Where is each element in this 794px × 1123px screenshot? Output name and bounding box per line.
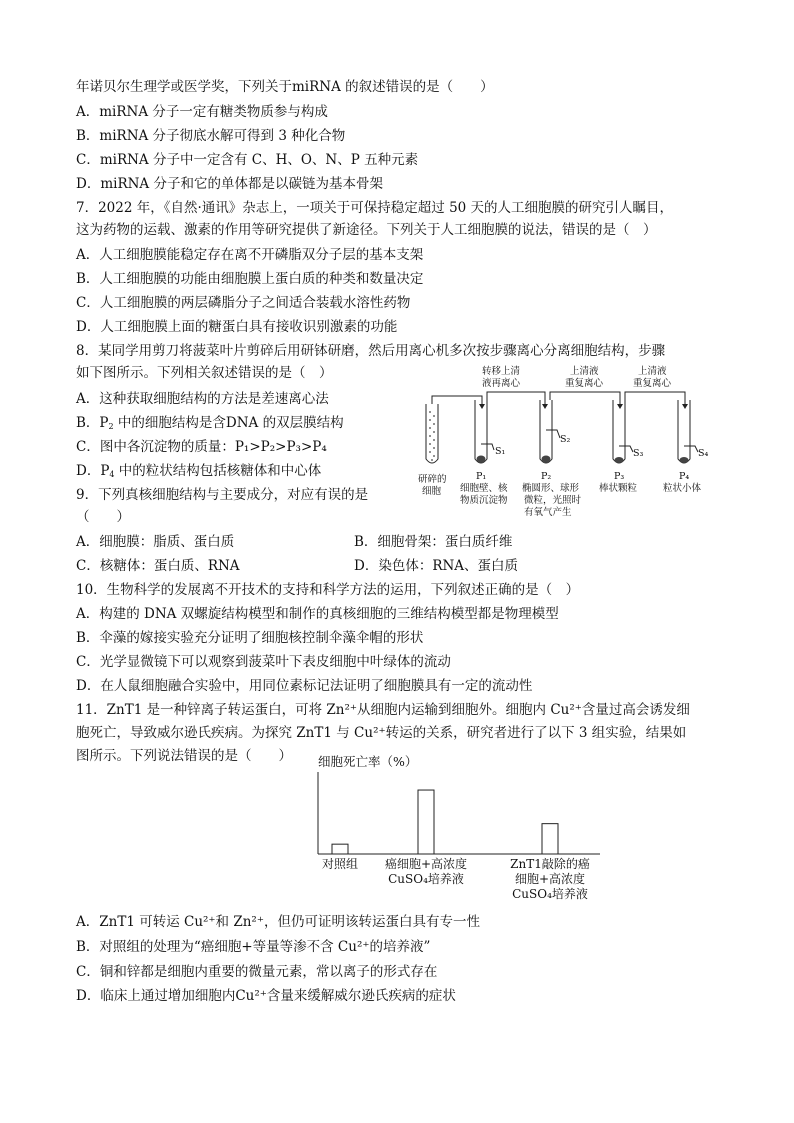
q11-stem-line2: 胞死亡，导致威尔逊氏疾病。为探究 ZnT1 与 Cu²⁺转运的关系，研究者进行了以下 3 组实验，结果如 [76,725,687,741]
q10-option-c: C．光学显微镜下可以观察到菠菜叶下表皮细胞中叶绿体的流动 [76,654,451,670]
tube0-label-b: 细胞 [422,486,442,497]
step1-label-b: 液再离心 [482,378,521,389]
label-s2: S₂ [560,434,571,445]
category-label-1-0: 癌细胞+高浓度 [384,857,468,871]
chart-ylabel: 细胞死亡率（%） [318,754,418,769]
q7-option-c: C．人工细胞膜的两层磷脂分子之间适合装载水溶性药物 [76,295,411,311]
death-rate-chart [300,752,620,912]
q9-stem-line1: 9．下列真核细胞结构与主要成分，对应有误的是 [76,487,369,503]
q8-stem-line1: 8．某同学用剪刀将菠菜叶片剪碎后用研钵研磨，然后用离心机多次按步骤离心分离细胞结构，步骤 [76,343,666,359]
q10-option-a: A．构建的 DNA 双螺旋结构模型和制作的真核细胞的三维结构模型都是物理模型 [76,606,559,622]
q8-option-b: B．$P_2$ 中的细胞结构是含DNA 的双层膜结构 [76,415,344,431]
q11-stem-line1: 11．ZnT1 是一种锌离子转运蛋白，可将 Zn²⁺从细胞内运输到细胞外。细胞内 Cu²⁺含量过高会诱发细 [76,702,690,718]
q6-option-a: A．miRNA 分子一定有糖类物质参与构成 [76,104,328,120]
step3-label-b: 重复离心 [633,378,672,389]
q6-option-d: D．miRNA 分子和它的单体都是以碳链为基本骨架 [76,176,383,192]
label-p2: P₂ [541,471,552,482]
q11-option-d: D．临床上通过增加细胞内Cu²⁺含量来缓解威尔逊氏疾病的症状 [76,988,456,1004]
p1-desc-a: 细胞壁、核 [460,483,508,494]
label-p4: P₄ [679,471,690,482]
q9-stem-line2: （ ） [76,509,130,525]
category-label-2-2: CuSO₄培养液 [512,887,588,901]
q7-option-b: B．人工细胞膜的功能由细胞膜上蛋白质的种类和数量决定 [76,271,424,287]
q7-option-d: D．人工细胞膜上面的糖蛋白具有接收识别激素的功能 [76,319,398,335]
q9-option-d: D．染色体：RNA、蛋白质 [354,558,519,574]
label-p3: P₃ [614,471,625,482]
bar-2 [542,824,558,854]
p2-desc-a: 椭圆形、球形 [522,483,580,494]
p2-desc-b: 微粒，光照时 [524,495,582,506]
step1-label-a: 转移上清 [482,366,521,377]
tube0-label-a: 研碎的 [418,474,447,485]
step2-label-a: 上清液 [570,366,599,377]
q8-option-c: C．图中各沉淀物的质量：P₁>P₂>P₃>P₄ [76,439,327,455]
q6-stem: 年诺贝尔生理学或医学奖，下列关于miRNA 的叙述错误的是（ ） [76,79,494,95]
q7-stem-line1: 7．2022 年，《自然·通讯》杂志上，一项关于可保持稳定超过 50 天的人工细胞膜的研究引人瞩目， [76,200,674,216]
p2-desc-c: 有氧气产生 [524,507,572,518]
step2-label-b: 重复离心 [565,378,604,389]
centrifugation-diagram [410,364,725,529]
label-s4: S₄ [698,448,709,459]
label-p1: P₁ [476,471,487,482]
q8-stem-line2: 如下图所示。下列相关叙述错误的是（ ） [76,365,333,381]
p1-desc-b: 物质沉淀物 [460,495,508,506]
q11-option-c: C．铜和锌都是细胞内重要的微量元素，常以离子的形式存在 [76,964,438,980]
q6-option-b: B．miRNA 分子彻底水解可得到 3 种化合物 [76,128,346,144]
step3-label-a: 上清液 [638,366,667,377]
q11-option-b: B．对照组的处理为“癌细胞+等量等渗不含 Cu²⁺的培养液” [76,939,431,955]
q11-option-a: A．ZnT1 可转运 Cu²⁺和 Zn²⁺，但仍可证明该转运蛋白具有专一性 [76,914,480,930]
category-label-0-0: 对照组 [321,857,359,871]
p3-desc: 棒状颗粒 [599,483,638,494]
q9-option-a: A．细胞膜：脂质、蛋白质 [76,534,235,550]
q6-option-c: C．miRNA 分子中一定含有 C、H、O、N、P 五种元素 [76,152,419,168]
category-label-1-1: CuSO₄培养液 [388,872,464,886]
bar-1 [418,790,434,854]
q10-option-b: B．伞藻的嫁接实验充分证明了细胞核控制伞藻伞帽的形状 [76,630,424,646]
label-s1: S₁ [495,446,506,457]
q9-option-b: B．细胞骨架：蛋白质纤维 [354,534,513,550]
category-label-2-0: ZnT1敲除的癌 [510,857,590,871]
q7-option-a: A．人工细胞膜能稳定存在离不开磷脂双分子层的基本支架 [76,247,424,263]
bar-0 [332,844,348,854]
p4-desc: 粒状小体 [663,483,702,494]
q8-option-a: A．这种获取细胞结构的方法是差速离心法 [76,391,329,407]
q8-option-d: D．$P_4$ 中的粒状结构包括核糖体和中心体 [76,463,322,479]
q7-stem-line2: 这为药物的运载、激素的作用等研究提供了新途径。下列关于人工细胞膜的说法，错误的是（ ） [76,222,657,238]
q10-stem: 10．生物科学的发展离不开技术的支持和科学方法的运用，下列叙述正确的是（ ） [76,582,580,598]
q11-stem-line3: 图所示。下列说法错误的是（ ） [76,748,292,764]
q10-option-d: D．在人鼠细胞融合实验中，用同位素标记法证明了细胞膜具有一定的流动性 [76,678,533,694]
category-label-2-1: 细胞+高浓度 [514,872,586,886]
label-s3: S₃ [633,448,644,459]
q9-option-c: C．核糖体：蛋白质、RNA [76,558,240,574]
